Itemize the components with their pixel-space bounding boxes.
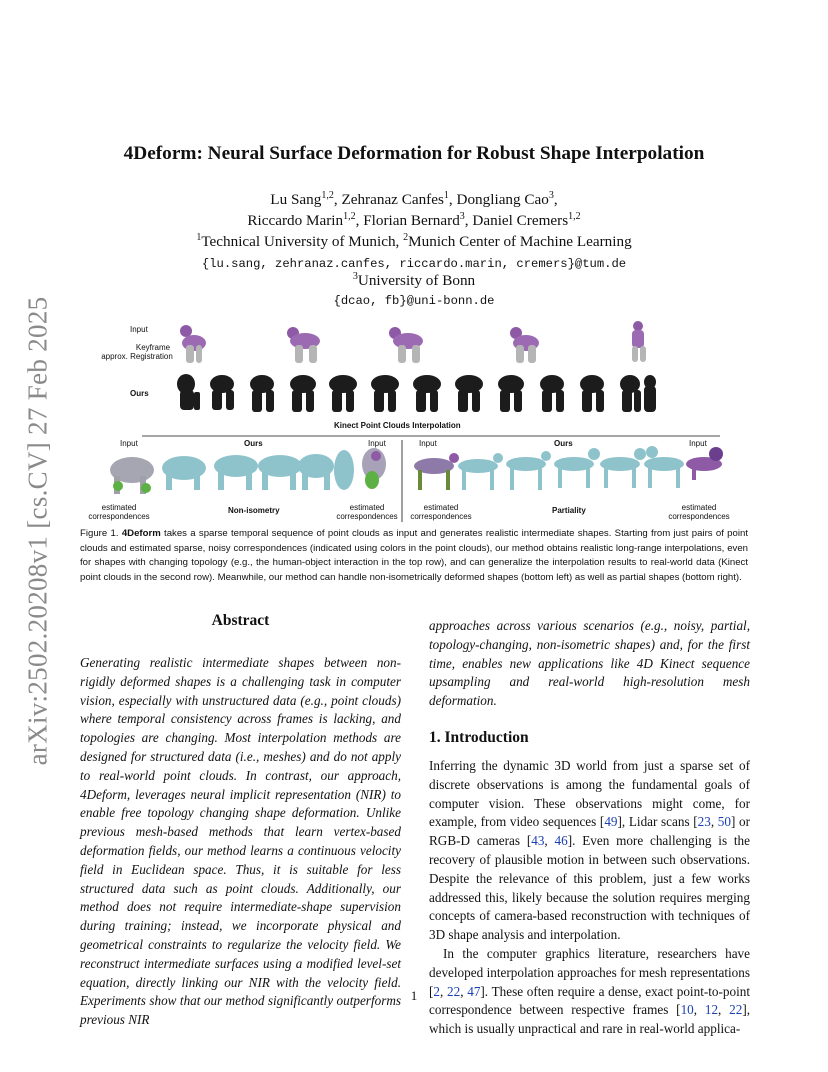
label-estimated: estimated <box>423 503 459 512</box>
label-correspondences: correspondences <box>410 511 472 521</box>
authors-line-2: Riccardo Marin$^{1,2}$, Florian Bernard$^3$, Daniel Cremers$^{1,2}$ <box>247 210 581 229</box>
citation-link[interactable]: 10 <box>680 1002 694 1018</box>
label-input-bl-right: Input <box>368 439 386 448</box>
figure-caption <box>80 527 748 585</box>
affiliation-marker: 3 <box>352 270 358 282</box>
partiality-shapes <box>414 446 723 490</box>
label-ours-row2: Ours <box>130 389 149 398</box>
author-name: Zehranaz Canfes <box>341 191 444 208</box>
label-ours-bl: Ours <box>244 439 263 448</box>
label-input-br-right: Input <box>689 439 707 448</box>
label-kinect-interpolation: Kinect Point Clouds Interpolation <box>334 421 461 430</box>
non-isometry-shapes <box>110 448 386 494</box>
affiliation-text: Munich Center of Machine Learning <box>408 233 632 250</box>
abstract-heading: Abstract <box>211 612 270 629</box>
caption-method-name: 4Deform <box>121 528 161 539</box>
citation-link[interactable]: 49 <box>604 814 618 830</box>
label-approx-registration: approx. Registration <box>101 352 173 361</box>
author-name: Florian Bernard <box>363 212 460 229</box>
citation-link[interactable]: 12 <box>704 1002 719 1018</box>
author-affiliation-marker: 1 <box>443 189 449 201</box>
label-keyframe: Keyframe <box>135 343 171 352</box>
row1-input-shapes <box>180 321 646 363</box>
author-affiliation-marker: 1,2 <box>343 210 356 222</box>
label-est-corr-4 <box>664 504 734 522</box>
right-column <box>429 617 750 1039</box>
label-non-isometry: Non-isometry <box>228 506 280 515</box>
label-est-corr-1 <box>84 504 154 522</box>
author-affiliation-marker: 1,2 <box>568 210 581 222</box>
author-affiliation-marker: 3 <box>459 210 465 222</box>
label-partiality: Partiality <box>552 506 586 515</box>
citation-link[interactable]: 2 <box>433 983 440 999</box>
label-est-corr-2 <box>332 504 402 522</box>
citation-link[interactable]: 22 <box>447 983 461 999</box>
label-correspondences: correspondences <box>336 511 398 521</box>
affiliation-line-2 <box>0 272 828 290</box>
abstract-section <box>80 612 401 1030</box>
paper-title: 4Deform: Neural Surface Deformation for Robust Shape Interpolation <box>123 143 705 164</box>
label-estimated: estimated <box>681 503 717 512</box>
email-bonn: {dcao, fb}@uni-bonn.de <box>333 294 495 308</box>
authors-line-1: Lu Sang$^{1,2}$, Zehranaz Canfes$^1$, Dongliang Cao$^3$, <box>270 189 558 208</box>
label-input-top: Input <box>130 325 148 334</box>
citation-link[interactable]: 22 <box>729 1002 743 1018</box>
affiliation-marker: 1 <box>196 231 202 243</box>
author-affiliation-marker: 3 <box>548 189 554 201</box>
citation-link[interactable]: 46 <box>554 833 568 849</box>
author-affiliation-marker: 1,2 <box>321 189 334 201</box>
author-name: Dongliang Cao <box>456 191 549 208</box>
label-correspondences: correspondences <box>88 511 150 521</box>
author-name: Daniel Cremers <box>472 212 569 229</box>
author-name: Lu Sang <box>270 191 322 208</box>
caption-label: Figure 1. <box>80 528 119 539</box>
label-estimated: estimated <box>101 503 137 512</box>
arxiv-identifier: arXiv:2502.20208v1 [cs.CV] 27 Feb 2025 <box>22 296 53 766</box>
affiliation-text: University of Bonn <box>357 272 476 289</box>
citation-link[interactable]: 47 <box>467 983 481 999</box>
intro-paragraph-1: Inferring the dynamic 3D world from just a sparse set of discrete observations is among the fundamental goals of computer vision. These observations might come, for example, from video sequences [49], Lidar scans [23, 50] or RGB-D cameras [43, 46]. Even more challenging is the recovery of plausible motion in between such observations. Despite the relevance of this problem, just a few works addressed this, likely because the solution requires merging concepts of camera-based reconstruction with techniques of 3D shape analysis and interpolation. <box>429 757 751 943</box>
affiliation-line-1 <box>0 233 828 251</box>
citation-link[interactable]: 50 <box>717 814 731 830</box>
affiliation-marker: 2 <box>403 231 409 243</box>
page-number: 1 <box>410 988 418 1003</box>
abstract-continued: approaches across various scenarios (e.g., noisy, partial, topology-changing, non-isometric shapes) and, for the first time, enables new applications like 4D Kinect sequence upsampling and real-world high-resolution mesh deformation. <box>429 618 750 709</box>
affiliation-text: Technical University of Munich, <box>201 233 404 250</box>
author-name: Riccardo Marin <box>247 212 344 229</box>
citation-link[interactable]: 43 <box>531 833 545 849</box>
intro-heading: 1. Introduction <box>429 728 529 746</box>
label-input-bl: Input <box>120 439 138 448</box>
email-tum: {lu.sang, zehranaz.canfes, riccardo.marin, cremers}@tum.de <box>201 257 627 271</box>
abstract-text: Generating realistic intermediate shapes between non-rigidly deformed shapes is a challenging task in computer vision, especially with unstructured data (e.g., point clouds) where temporal consistency across frames is lacking, and topologies are changing. Most interpolation methods are designed for structured data (i.e., meshes) and do not apply to real-world point clouds. In contrast, our approach, 4Deform, leverages neural implicit representation (NIR) to enable free topology changing shape deformation. Unlike previous mesh-based methods that learn vertex-based deformation fields, our method learns a continuous velocity field in Euclidean space. Thus, it is suitable for less structured data such as point clouds. Additionally, our method does not require intermediate-shape supervision during training; instead, we incorporate physical and geometrical constraints to regularize the velocity field. We reconstruct intermediate surfaces using a modified level-set equation, directly linking our NIR with the velocity field. Experiments show that our method significantly outperforms previous NIR <box>80 655 401 1028</box>
label-ours-br: Ours <box>554 439 573 448</box>
label-estimated: estimated <box>349 503 385 512</box>
teaser-figure <box>80 320 748 524</box>
label-input-br: Input <box>419 439 437 448</box>
label-est-corr-3 <box>406 504 476 522</box>
label-correspondences: correspondences <box>668 511 730 521</box>
row2-kinect-shapes <box>177 374 656 412</box>
caption-text: takes a sparse temporal sequence of point clouds as input and generates realistic intermediate shapes. Starting from just pairs of point clouds and estimated sparse, noisy correspondences (indicated using colors in the point clouds), our method obtains realistic long-range interpolations, even for shapes with changing topology (e.g., the human-object interaction in the top row), and can generalize the interpolation results to real-world data (Kinect point clouds in the second row). Meanwhile, our method can handle non-isometrically deformed shapes (bottom left) as well as partial shapes (bottom right). <box>80 528 748 583</box>
intro-paragraph-2: In the computer graphics literature, researchers have developed interpolation approaches for mesh representations [2, 22, 47]. These often require a dense, exact point-to-point correspondence between respective frames [10, 12, 22], which is usually unpractical and rare in real-world applica- <box>429 945 751 1037</box>
arxiv-sidebar <box>2 296 74 766</box>
citation-link[interactable]: 23 <box>697 814 711 830</box>
